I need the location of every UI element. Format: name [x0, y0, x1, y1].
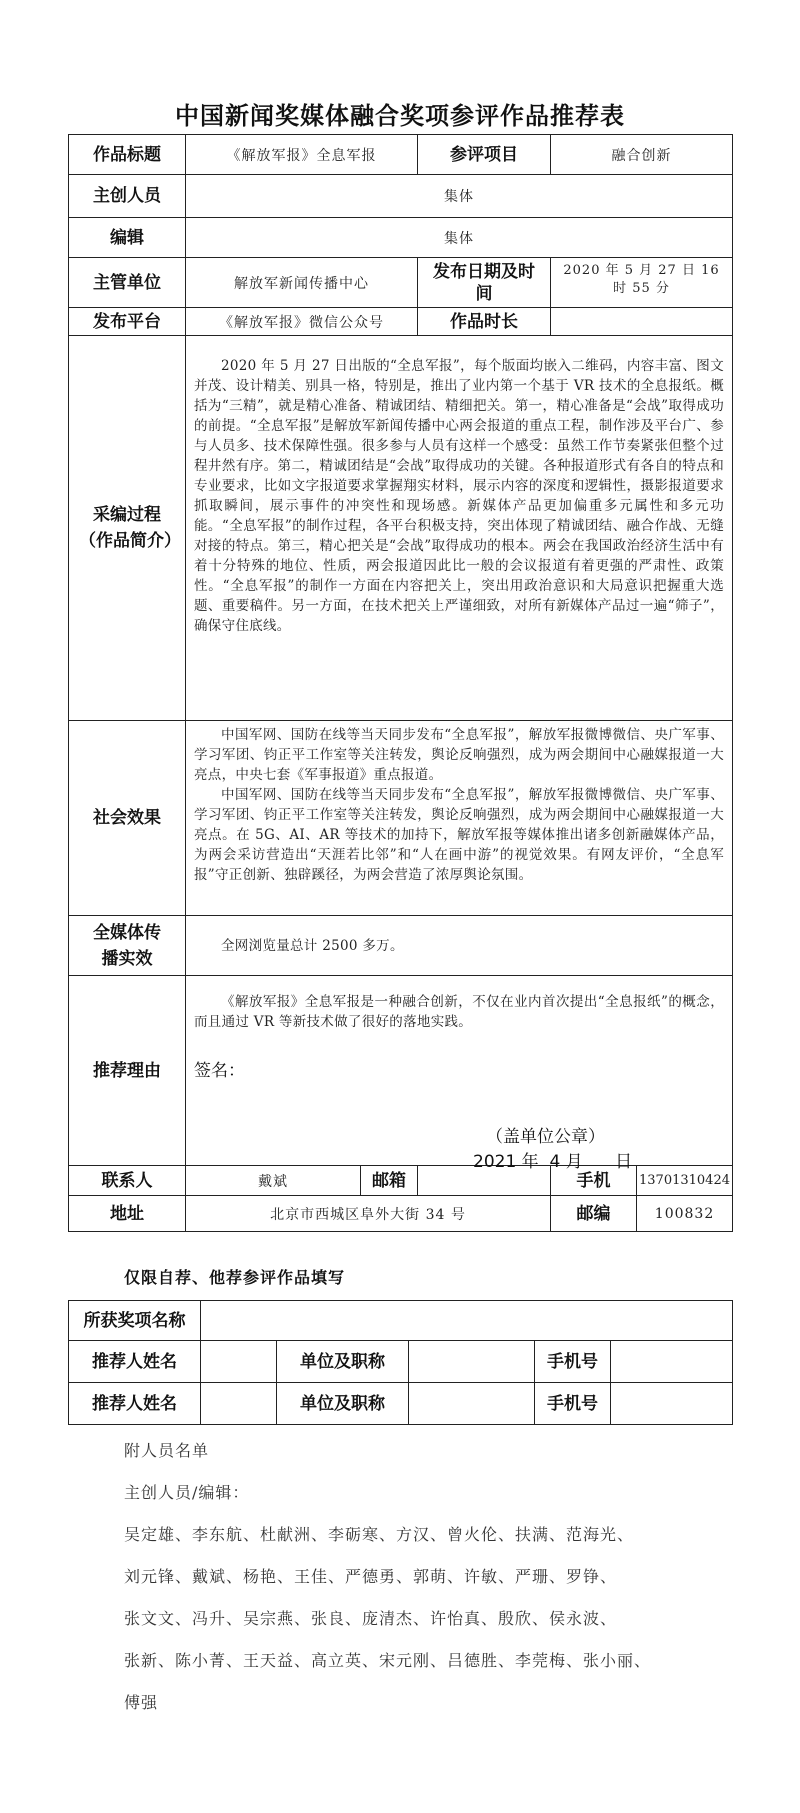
- mobile-label: 手机号: [535, 1383, 611, 1425]
- recommendation-form: [68, 134, 733, 1232]
- staff-list-line: 张文文、冯升、吴宗燕、张良、庞清杰、许怡真、殷欣、侯永波、: [124, 1609, 618, 1628]
- attachment-heading: 附人员名单: [124, 1441, 210, 1460]
- effect-text-1: 中国军网、国防在线等当天同步发布“全息军报”，解放军报微博微信、央广军事、学习军团、钧正平工作室等关注转发，舆论反响强烈，成为两会期间中心融媒报道一大亮点，中央七套《军事报道》重点报道。: [194, 727, 725, 783]
- effect-label: 社会效果: [69, 721, 186, 916]
- attachment-subheading: 主创人员/编辑：: [124, 1483, 250, 1502]
- process-text: 2020 年 5 月 27 日出版的“全息军报”，每个版面均嵌入二维码，内容丰富、图文并茂、设计精美、别具一格，特别是，推出了业内第一个基于 VR 技术的全息报纸。概括为“三精”，就是精心准备、精诚团结、精细把关。第一，精心准备是“会战”取得成功的前提。“全息军报”是解放军新闻传播中心两会报道的重点工程，制作涉及平台广、参与人员多、技术保障性强。很多参与人员有这样一个感受：虽然工作节奏紧张但整个过程井然有序。第二，精诚团结是“会战”取得成功的关键。各种报道形式有各自的特点和专业要求，比如文字报道要求掌握翔实材料，展示内容的深度和逻辑性，摄影报道要求抓取瞬间，展示事件的冲突性和现场感。新媒体产品更加偏重多元属性和多元功能。“全息军报”的制作过程，各平台积极支持，突出体现了精诚团结、融合作战、无缝对接的特点。第三，精心把关是“会战”取得成功的根本。两会在我国政治经济生活中有着十分特殊的地位、性质，两会报道因此比一般的会议报道有着更强的严肃性、政策性。“全息军报”的制作一方面在内容把关上，突出用政治意识和大局意识把握重大选题、重要稿件。另一方面，在技术把关上严谨细致，对所有新媒体产品过一遍“筛子”，确保守住底线。: [194, 358, 725, 634]
- staff-list-line: 吴定雄、李东航、杜献洲、李砺寒、方汉、曾火伦、扶满、范海光、: [124, 1525, 635, 1544]
- reason-text: 《解放军报》全息军报是一种融合创新，不仅在业内首次提出“全息报纸”的概念，而且通过 VR 等新技术做了很好的落地实践。: [194, 994, 725, 1030]
- unit-value: 解放军新闻传播中心: [186, 258, 418, 308]
- title-field: [409, 1341, 535, 1383]
- reach-label: 全媒体传播实效: [69, 916, 186, 976]
- recommender-label: 推荐人姓名: [69, 1383, 201, 1425]
- postcode-value: 100832: [637, 1196, 733, 1232]
- staff-list-line: 刘元锋、戴斌、杨艳、王佳、严德勇、郭萌、许敏、严珊、罗铮、: [124, 1567, 618, 1586]
- phone-value: 13701310424: [637, 1166, 733, 1196]
- work-title-value: 《解放军报》全息军报: [186, 135, 418, 175]
- duration-value: [551, 308, 733, 336]
- signature-label: 签名：: [194, 1061, 245, 1081]
- work-title-label: 作品标题: [69, 135, 186, 175]
- title-field: [409, 1383, 535, 1425]
- contact-value: 戴斌: [186, 1166, 361, 1196]
- reason-label: 推荐理由: [69, 976, 186, 1166]
- mobile-label: 手机号: [535, 1341, 611, 1383]
- creator-value: 集体: [186, 175, 733, 218]
- publish-time-label: 发布日期及时间: [418, 258, 551, 308]
- staff-list-line: 傅强: [124, 1693, 159, 1712]
- category-label: 参评项目: [418, 135, 551, 175]
- contact-label: 联系人: [69, 1166, 186, 1196]
- page-title: 中国新闻奖媒体融合奖项参评作品推荐表: [175, 102, 625, 130]
- seal-text: （盖单位公章）: [486, 1127, 605, 1147]
- mobile-field: [611, 1383, 733, 1425]
- award-value: [201, 1301, 733, 1341]
- category-value: 融合创新: [551, 135, 733, 175]
- date-text: 2021 年 4 月 日: [473, 1152, 633, 1172]
- editor-label: 编辑: [69, 218, 186, 258]
- title-label: 单位及职称: [277, 1341, 409, 1383]
- process-label: 采编过程（作品简介）: [69, 336, 186, 721]
- unit-label: 主管单位: [69, 258, 186, 308]
- address-value: 北京市西城区阜外大街 34 号: [186, 1196, 551, 1232]
- effect-text-2: 中国军网、国防在线等当天同步发布“全息军报”，解放军报微博微信、央广军事、学习军团、钧正平工作室等关注转发，舆论反响强烈，成为两会期间中心融媒报道一大亮点。在 5G、AI、AR 等技术的加持下，解放军报等媒体推出诸多创新融媒体产品，为两会采访营造出“天涯若比邻”和“人在画中游”的视觉效果。有网友评价，“全息军报”守正创新、独辟蹊径，为两会营造了浓厚舆论氛围。: [194, 787, 725, 883]
- recommender-name-field: [201, 1341, 277, 1383]
- recommender-name-field: [201, 1383, 277, 1425]
- platform-label: 发布平台: [69, 308, 186, 336]
- creator-label: 主创人员: [69, 175, 186, 218]
- staff-list-line: 张新、陈小菁、王天益、高立英、宋元刚、吕德胜、李莞梅、张小丽、: [124, 1651, 652, 1670]
- recommender-table: [68, 1300, 733, 1425]
- reach-text: 全网浏览量总计 2500 多万。: [221, 937, 404, 954]
- recommend-note: 仅限自荐、他荐参评作品填写: [124, 1268, 346, 1287]
- mobile-field: [611, 1341, 733, 1383]
- phone-label: 手机: [551, 1166, 637, 1196]
- title-label: 单位及职称: [277, 1383, 409, 1425]
- duration-label: 作品时长: [418, 308, 551, 336]
- publish-time-value: 2020 年 5 月 27 日 16 时 55 分: [551, 258, 733, 308]
- platform-value: 《解放军报》微信公众号: [186, 308, 418, 336]
- award-label: 所获奖项名称: [69, 1301, 201, 1341]
- email-label: 邮箱: [361, 1166, 418, 1196]
- address-label: 地址: [69, 1196, 186, 1232]
- recommender-label: 推荐人姓名: [69, 1341, 201, 1383]
- postcode-label: 邮编: [551, 1196, 637, 1232]
- editor-value: 集体: [186, 218, 733, 258]
